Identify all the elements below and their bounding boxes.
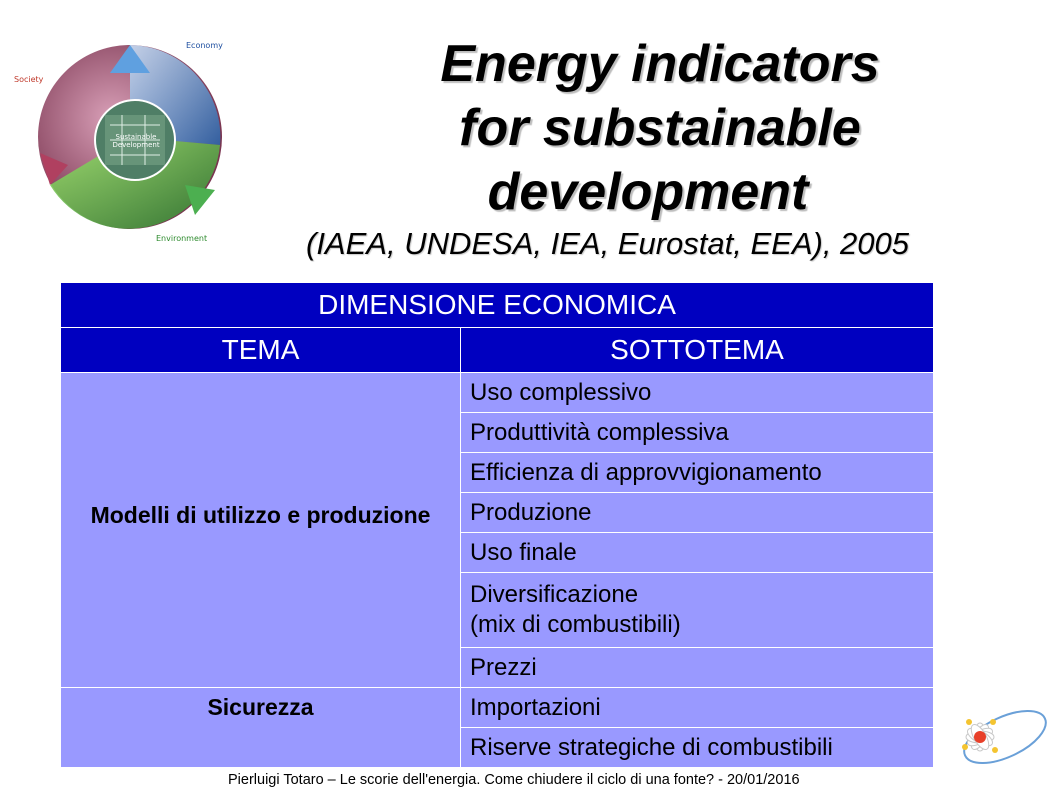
table-heading: DIMENSIONE ECONOMICA bbox=[61, 283, 934, 328]
title-line-1: Energy indicators bbox=[440, 35, 880, 93]
title-line-2: for substainable bbox=[459, 99, 861, 157]
logo-label-economy: Economy bbox=[186, 41, 223, 50]
tema-cell: Modelli di utilizzo e produzione bbox=[61, 373, 461, 688]
sottotema-cell: Riserve strategiche di combustibili bbox=[461, 728, 934, 768]
daisy-icon bbox=[955, 692, 1055, 782]
title-line-3: development bbox=[487, 163, 809, 221]
column-header-sottotema: SOTTOTEMA bbox=[461, 328, 934, 373]
indicators-table bbox=[60, 282, 934, 768]
tema-cell: Sicurezza bbox=[61, 688, 461, 768]
table-row bbox=[61, 373, 934, 413]
sustainable-development-logo bbox=[10, 25, 240, 250]
sottotema-cell: Produzione bbox=[461, 493, 934, 533]
logo-label-society: Society bbox=[14, 75, 44, 84]
sottotema-cell: Uso complessivo bbox=[461, 373, 934, 413]
table-heading-row bbox=[61, 283, 934, 328]
table-column-header-row bbox=[61, 328, 934, 373]
footer-text: Pierluigi Totaro – Le scorie dell'energia. Come chiudere il ciclo di una fonte? - 20/01/2016 bbox=[228, 772, 800, 788]
page-title bbox=[300, 32, 1020, 224]
sottotema-cell: Diversificazione (mix di combustibili) bbox=[461, 573, 934, 648]
committee-badge-logo bbox=[955, 692, 1055, 782]
table-row bbox=[61, 688, 934, 728]
sottotema-cell: Uso finale bbox=[461, 533, 934, 573]
sottotema-cell: Importazioni bbox=[461, 688, 934, 728]
sottotema-cell: Produttività complessiva bbox=[461, 413, 934, 453]
logo-label-center: Sustainable Development bbox=[112, 133, 160, 149]
logo-label-environment: Environment bbox=[156, 234, 208, 243]
page-subtitle: (IAEA, UNDESA, IEA, Eurostat, EEA), 2005 bbox=[306, 226, 910, 261]
column-header-tema: TEMA bbox=[61, 328, 461, 373]
sottotema-cell: Prezzi bbox=[461, 648, 934, 688]
sottotema-cell: Efficienza di approvvigionamento bbox=[461, 453, 934, 493]
